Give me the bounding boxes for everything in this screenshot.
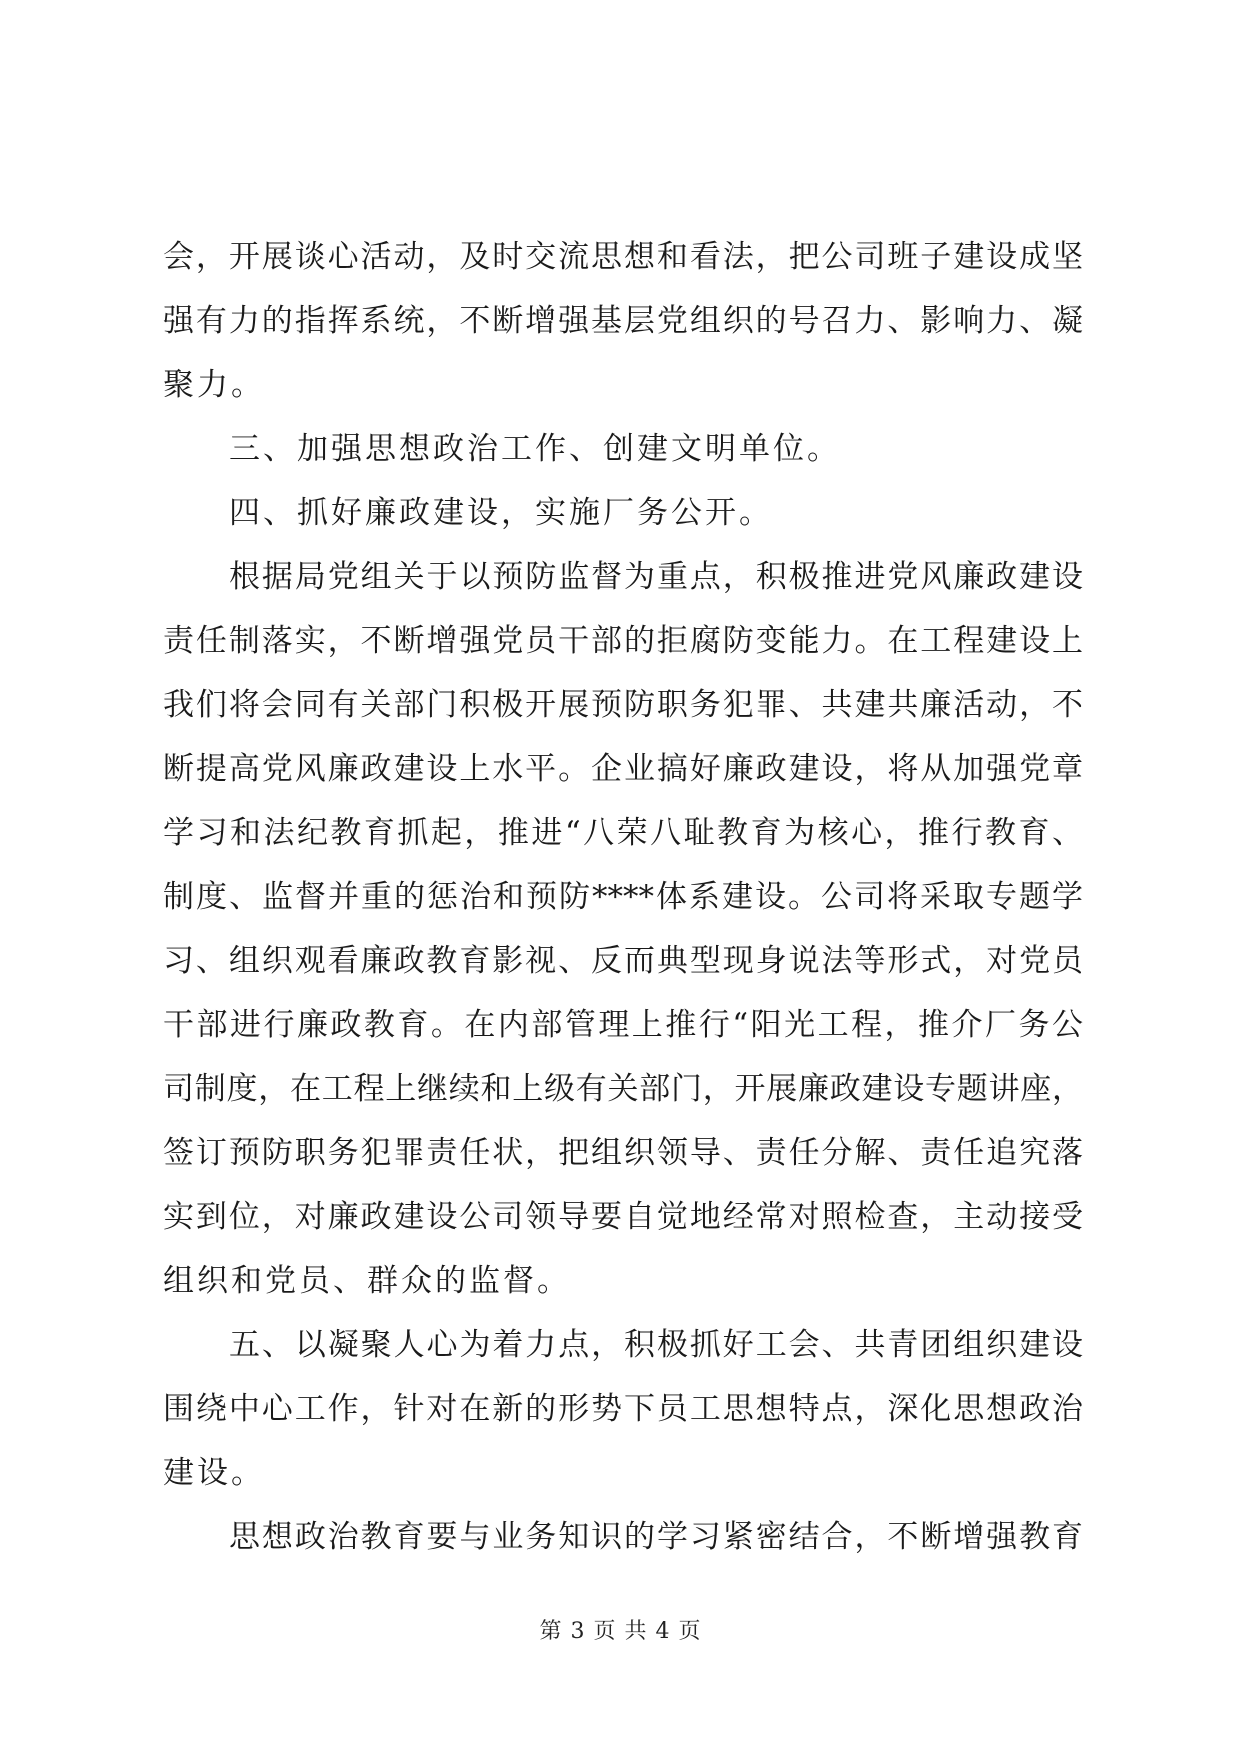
text-line: 思想政治教育要与业务知识的学习紧密结合，不断增强教育: [229, 1519, 1083, 1555]
text-line: 干部进行廉政教育。在内部管理上推行“阳光工程，推介厂务公: [163, 1007, 1083, 1043]
text-line: 会，开展谈心活动，及时交流思想和看法，把公司班子建设成坚: [163, 239, 1083, 275]
text-line: 断提高党风廉政建设上水平。企业搞好廉政建设，将从加强党章: [163, 751, 1083, 787]
text-line: 制度、监督并重的惩治和预防****体系建设。公司将采取专题学: [163, 879, 1083, 915]
text-line: 签订预防职务犯罪责任状，把组织领导、责任分解、责任追究落: [163, 1135, 1083, 1171]
text-line: 根据局党组关于以预防监督为重点，积极推进党风廉政建设: [229, 559, 1083, 595]
text-line: 我们将会同有关部门积极开展预防职务犯罪、共建共廉活动，不: [163, 687, 1083, 723]
text-line: 强有力的指挥系统，不断增强基层党组织的号召力、影响力、凝: [163, 303, 1083, 339]
text-line: 司制度，在工程上继续和上级有关部门，开展廉政建设专题讲座，: [163, 1071, 1083, 1107]
page-number-footer: 第 3 页 共 4 页: [539, 1619, 702, 1644]
text-line: 习、组织观看廉政教育影视、反而典型现身说法等形式，对党员: [163, 943, 1083, 979]
text-line: 学习和法纪教育抓起，推进“八荣八耻教育为核心，推行教育、: [163, 815, 1083, 851]
text-line: 责任制落实，不断增强党员干部的拒腐防变能力。在工程建设上: [163, 623, 1083, 659]
text-line: 建设。: [163, 1455, 265, 1491]
section-heading: 五、以凝聚人心为着力点，积极抓好工会、共青团组织建设: [229, 1327, 1083, 1363]
text-line: 组织和党员、群众的监督。: [163, 1263, 571, 1299]
text-line: 围绕中心工作，针对在新的形势下员工思想特点，深化思想政治: [163, 1391, 1083, 1427]
text-line: 聚力。: [163, 367, 265, 403]
section-heading: 四、抓好廉政建设，实施厂务公开。: [229, 495, 773, 531]
section-heading: 三、加强思想政治工作、创建文明单位。: [229, 431, 841, 467]
text-line: 实到位，对廉政建设公司领导要自觉地经常对照检查，主动接受: [163, 1199, 1083, 1235]
document-body: [163, 225, 1083, 1569]
